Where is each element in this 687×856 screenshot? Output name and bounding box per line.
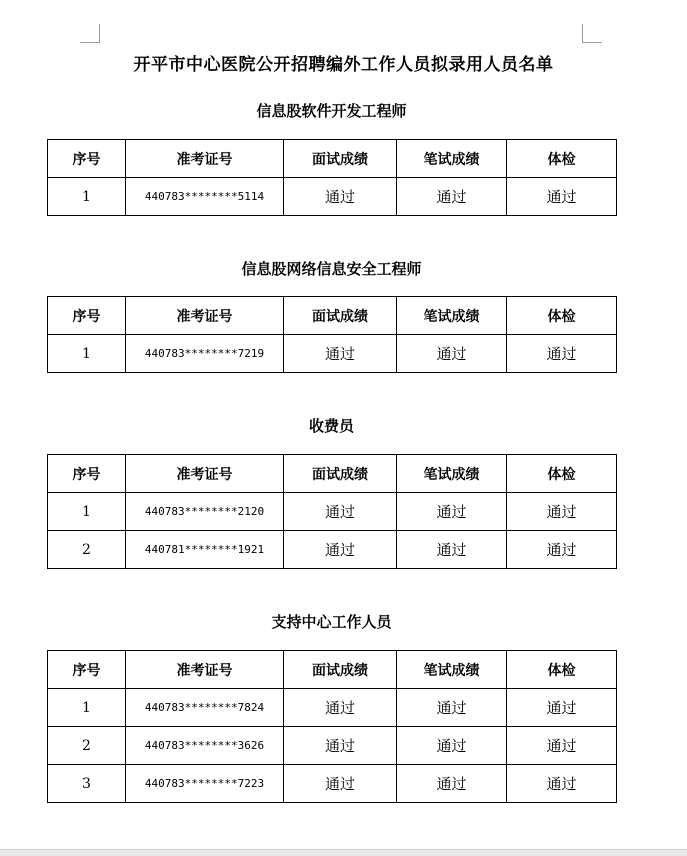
header-interview: 面试成绩 — [284, 455, 397, 493]
cell-no: 1 — [48, 335, 126, 373]
section-support-center-staff — [47, 611, 616, 803]
table-header-row — [48, 455, 617, 493]
cell-exam-id: 440783********5114 — [126, 178, 284, 216]
cell-exam-id: 440783********7223 — [126, 765, 284, 803]
cell-no: 1 — [48, 493, 126, 531]
table-row — [48, 689, 617, 727]
header-physical: 体检 — [507, 651, 617, 689]
cell-physical: 通过 — [507, 689, 617, 727]
cell-physical: 通过 — [507, 727, 617, 765]
section-title: 支持中心工作人员 — [271, 613, 392, 631]
cell-interview: 通过 — [284, 178, 397, 216]
header-no: 序号 — [48, 455, 126, 493]
crop-mark-top-right — [582, 42, 602, 43]
table-row — [48, 765, 617, 803]
cell-written: 通过 — [397, 765, 507, 803]
cell-interview: 通过 — [284, 765, 397, 803]
header-no: 序号 — [48, 297, 126, 335]
crop-mark-top-right — [582, 24, 583, 43]
cell-interview: 通过 — [284, 727, 397, 765]
header-exam-id: 准考证号 — [126, 651, 284, 689]
table-row — [48, 531, 617, 569]
result-table — [47, 650, 617, 803]
cell-exam-id: 440783********7219 — [126, 335, 284, 373]
cell-no: 1 — [48, 689, 126, 727]
cell-written: 通过 — [397, 531, 507, 569]
cell-written: 通过 — [397, 689, 507, 727]
header-written: 笔试成绩 — [397, 297, 507, 335]
cell-physical: 通过 — [507, 493, 617, 531]
table-row — [48, 493, 617, 531]
header-exam-id: 准考证号 — [126, 455, 284, 493]
section-software-engineer — [47, 100, 616, 216]
cell-no: 2 — [48, 727, 126, 765]
cell-exam-id: 440783********3626 — [126, 727, 284, 765]
section-title: 收费员 — [308, 417, 354, 435]
table-row — [48, 727, 617, 765]
header-no: 序号 — [48, 140, 126, 178]
header-interview: 面试成绩 — [284, 651, 397, 689]
cell-no: 3 — [48, 765, 126, 803]
cell-written: 通过 — [397, 335, 507, 373]
table-row — [48, 335, 617, 373]
cell-exam-id: 440783********2120 — [126, 493, 284, 531]
result-table — [47, 296, 617, 373]
header-exam-id: 准考证号 — [126, 297, 284, 335]
result-table — [47, 454, 617, 569]
crop-mark-top-left — [80, 42, 100, 43]
table-header-row — [48, 651, 617, 689]
header-exam-id: 准考证号 — [126, 140, 284, 178]
cell-no: 1 — [48, 178, 126, 216]
header-physical: 体检 — [507, 455, 617, 493]
crop-mark-top-left — [99, 24, 100, 43]
cell-interview: 通过 — [284, 689, 397, 727]
cell-written: 通过 — [397, 493, 507, 531]
header-written: 笔试成绩 — [397, 140, 507, 178]
header-interview: 面试成绩 — [284, 297, 397, 335]
header-written: 笔试成绩 — [397, 651, 507, 689]
header-interview: 面试成绩 — [284, 140, 397, 178]
table-header-row — [48, 297, 617, 335]
table-row — [48, 178, 617, 216]
cell-physical: 通过 — [507, 531, 617, 569]
cell-physical: 通过 — [507, 178, 617, 216]
section-title: 信息股软件开发工程师 — [256, 102, 407, 120]
section-cashier — [47, 415, 616, 569]
cell-physical: 通过 — [507, 765, 617, 803]
table-header-row — [48, 140, 617, 178]
section-title: 信息股网络信息安全工程师 — [241, 260, 422, 278]
result-table — [47, 139, 617, 216]
cell-written: 通过 — [397, 727, 507, 765]
cell-exam-id: 440781********1921 — [126, 531, 284, 569]
cell-physical: 通过 — [507, 335, 617, 373]
cell-interview: 通过 — [284, 493, 397, 531]
cell-interview: 通过 — [284, 531, 397, 569]
section-network-security-engineer — [47, 258, 616, 373]
header-written: 笔试成绩 — [397, 455, 507, 493]
cell-written: 通过 — [397, 178, 507, 216]
document-title: 开平市中心医院公开招聘编外工作人员拟录用人员名单 — [133, 55, 554, 75]
header-physical: 体检 — [507, 297, 617, 335]
header-physical: 体检 — [507, 140, 617, 178]
cell-no: 2 — [48, 531, 126, 569]
cell-interview: 通过 — [284, 335, 397, 373]
header-no: 序号 — [48, 651, 126, 689]
cell-exam-id: 440783********7824 — [126, 689, 284, 727]
